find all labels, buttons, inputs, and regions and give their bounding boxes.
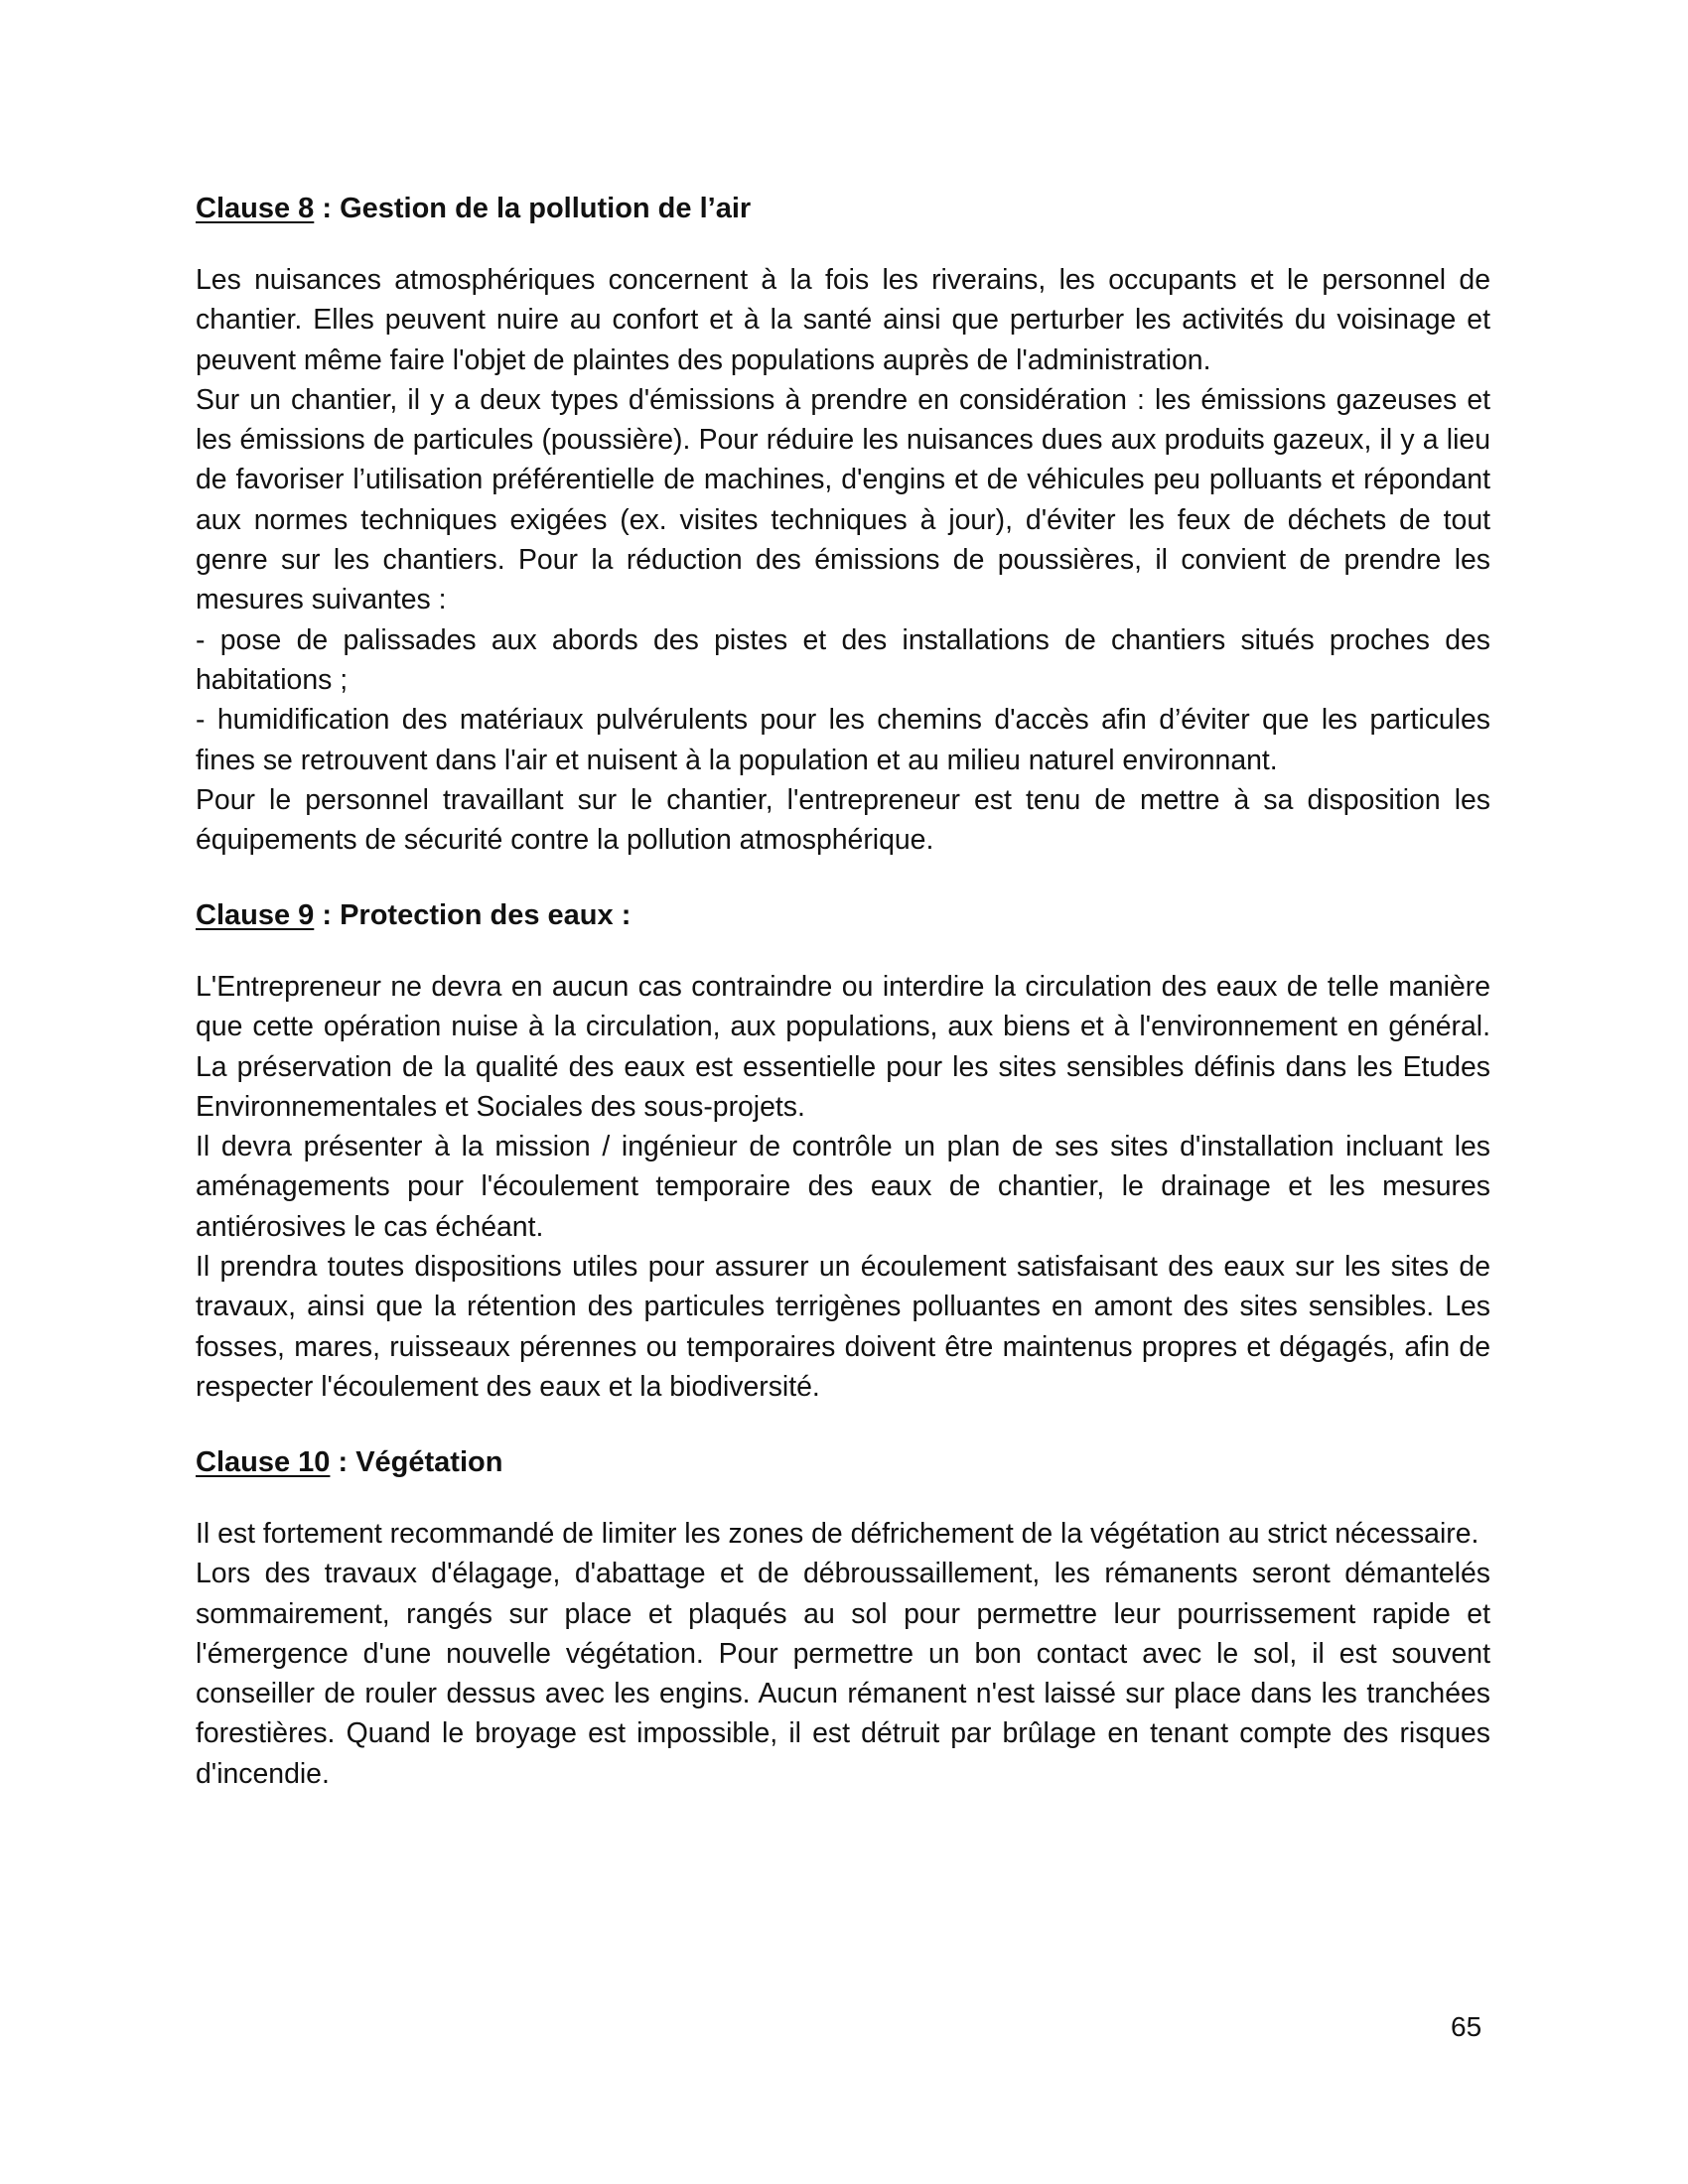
- clause-8-body: [196, 260, 1490, 860]
- clause-8-label: Clause 8: [196, 193, 315, 224]
- paragraph: L'Entrepreneur ne devra en aucun cas contraindre ou interdire la circulation des eaux de telle manière que cette opération nuise à la circulation, aux populations, aux biens et à l'environnement en général. La préservation de la qualité des eaux est essentielle pour les sites sensibles définis dans les Etudes Environnementales et Sociales des sous-projets.: [196, 971, 1490, 1123]
- page-number: 65: [1451, 2011, 1482, 2042]
- clause-10-heading: [196, 1442, 1490, 1482]
- paragraph: Il prendra toutes dispositions utiles pour assurer un écoulement satisfaisant des eaux sur les sites de travaux, ainsi que la rétention des particules terrigènes polluantes en amont des sites sensibles. Les fosses, mares, ruisseaux pérennes ou temporaires doivent être maintenus propres et dégagés, afin de respecter l'écoulement des eaux et la biodiversité.: [196, 1251, 1490, 1403]
- clause-8-heading: [196, 189, 1490, 228]
- paragraph: Les nuisances atmosphériques concernent à la fois les riverains, les occupants et le personnel de chantier. Elles peuvent nuire au confort et à la santé ainsi que perturber les activités du voisinage et peuvent même faire l'objet de plaintes des populations auprès de l'administration.: [196, 264, 1490, 376]
- paragraph: Lors des travaux d'élagage, d'abattage et de débroussaillement, les rémanents seront démantelés sommairement, rangés sur place et plaqués au sol pour permettre leur pourrissement rapide et l'émergence d'une nouvelle végétation. Pour permettre un bon contact avec le sol, il est souvent conseiller de rouler dessus avec les engins. Aucun rémanent n'est laissé sur place dans les tranchées forestières. Quand le broyage est impossible, il est détruit par brûlage en tenant compte des risques d'incendie.: [196, 1558, 1490, 1790]
- paragraph: Il est fortement recommandé de limiter les zones de défrichement de la végétation au strict nécessaire.: [196, 1518, 1479, 1550]
- clause-10-title: : Végétation: [330, 1446, 503, 1478]
- clause-8-section: [196, 189, 1490, 860]
- list-item: - humidification des matériaux pulvérulents pour les chemins d'accès afin d’éviter que les particules fines se retrouvent dans l'air et nuisent à la population et au milieu naturel environnant.: [196, 704, 1490, 776]
- paragraph: Il devra présenter à la mission / ingénieur de contrôle un plan de ses sites d'installation incluant les aménagements pour l'écoulement temporaire des eaux de chantier, le drainage et les mesures antiérosives le cas échéant.: [196, 1131, 1490, 1243]
- clause-10-section: [196, 1442, 1490, 1794]
- clause-9-label: Clause 9: [196, 899, 315, 931]
- paragraph: Sur un chantier, il y a deux types d'émissions à prendre en considération : les émissions gazeuses et les émissions de particules (poussière). Pour réduire les nuisances dues aux produits gazeux, il y a lieu de favoriser l’utilisation préférentielle de machines, d'engins et de véhicules peu polluants et répondant aux normes techniques exigées (ex. visites techniques à jour), d'éviter les feux de déchets de tout genre sur les chantiers. Pour la réduction des émissions de poussières, il convient de prendre les mesures suivantes :: [196, 383, 1490, 616]
- list-item: - pose de palissades aux abords des pistes et des installations de chantiers situés proches des habitations ;: [196, 623, 1490, 696]
- clause-8-title: : Gestion de la pollution de l’air: [314, 193, 752, 224]
- clause-9-title: : Protection des eaux :: [314, 899, 632, 931]
- clause-9-section: [196, 895, 1490, 1407]
- clause-10-body: [196, 1514, 1490, 1794]
- clause-10-label: Clause 10: [196, 1446, 331, 1478]
- clause-9-heading: [196, 895, 1490, 935]
- paragraph: Pour le personnel travaillant sur le chantier, l'entrepreneur est tenu de mettre à sa disposition les équipements de sécurité contre la pollution atmosphérique.: [196, 783, 1490, 857]
- clause-9-body: [196, 967, 1490, 1407]
